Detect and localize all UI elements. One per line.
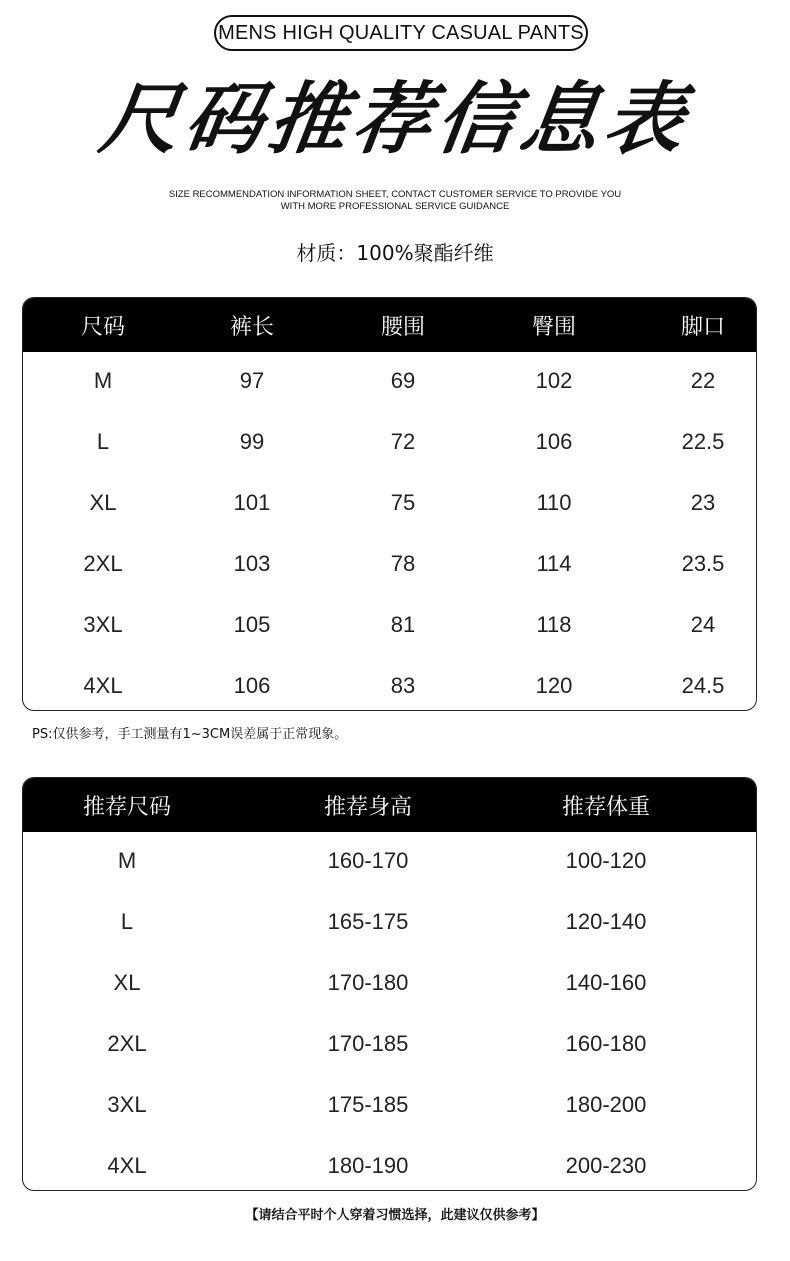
table-cell: 24: [690, 611, 716, 637]
table-cell: 101: [233, 489, 271, 515]
table-row: [23, 830, 756, 891]
recommend-table-col-header: 推荐尺码: [82, 794, 171, 820]
table-cell: 170-180: [327, 969, 409, 995]
size-table-body: [23, 350, 756, 711]
recommend-table-body: [23, 830, 756, 1191]
table-cell: M: [117, 847, 137, 873]
table-row: [23, 350, 756, 411]
size-table-col-header: 脚口: [680, 314, 725, 340]
recommend-table-col-header: 推荐体重: [561, 794, 650, 820]
table-cell: 106: [233, 672, 271, 698]
recommend-note: 【请结合平时个人穿着习惯选择，此建议仅供参考】: [245, 1208, 545, 1223]
table-row: [23, 952, 756, 1013]
table-cell: 120: [535, 672, 573, 698]
size-table-col-header: 臀围: [531, 314, 576, 340]
table-row: [23, 1135, 756, 1191]
table-row: [23, 891, 756, 952]
table-cell: XL: [89, 489, 117, 515]
recommend-table-col-header: 推荐身高: [323, 794, 412, 820]
table-cell: 99: [239, 428, 265, 454]
table-cell: 78: [390, 550, 416, 576]
size-table-col-header: 裤长: [229, 314, 274, 340]
table-row: [23, 411, 756, 472]
product-label-pill: [214, 15, 588, 51]
table-cell: 160-170: [327, 847, 409, 873]
table-cell: 23: [690, 489, 716, 515]
table-cell: 2XL: [83, 550, 123, 576]
table-cell: 110: [536, 489, 572, 515]
table-cell: 23.5: [681, 550, 725, 576]
material-info: 材质：100%聚酯纤维: [296, 241, 494, 265]
product-label-text: MENS HIGH QUALITY CASUAL PANTS: [218, 21, 584, 44]
table-cell: 4XL: [107, 1152, 147, 1178]
table-cell: 103: [233, 550, 271, 576]
table-cell: 118: [536, 611, 572, 637]
size-table-header: [23, 298, 756, 352]
size-table-col-header: 尺码: [80, 314, 125, 340]
table-cell: 2XL: [107, 1030, 147, 1056]
table-cell: L: [96, 428, 110, 454]
table-cell: 81: [390, 611, 416, 637]
table-row: [23, 655, 756, 711]
table-cell: 114: [536, 550, 572, 576]
table-cell: 97: [239, 367, 265, 393]
table-cell: L: [120, 908, 134, 934]
table-cell: 102: [535, 367, 573, 393]
table-cell: 22.5: [681, 428, 725, 454]
table-cell: 170-185: [327, 1030, 409, 1056]
table-cell: 4XL: [83, 672, 123, 698]
recommend-table: [22, 777, 757, 1191]
table-cell: 69: [390, 367, 416, 393]
table-cell: 180-190: [327, 1152, 409, 1178]
table-cell: 200-230: [565, 1152, 647, 1178]
size-table-col-header: 腰围: [380, 314, 425, 340]
table-cell: 120-140: [565, 908, 647, 934]
table-cell: 75: [390, 489, 416, 515]
subtitle-line-2: WITH MORE PROFESSIONAL SERVICE GUIDANCE: [280, 201, 510, 212]
table-cell: 175-185: [327, 1091, 409, 1117]
table-cell: 160-180: [565, 1030, 647, 1056]
table-cell: 3XL: [107, 1091, 147, 1117]
subtitle-line-1: SIZE RECOMMENDATION INFORMATION SHEET, CONTACT CUSTOMER SERVICE TO PROVIDE YOU: [168, 189, 622, 200]
size-table: [22, 297, 757, 711]
page-title: 尺码推荐信息表: [94, 75, 696, 165]
table-row: [23, 533, 756, 594]
table-row: [23, 1074, 756, 1135]
size-note: PS:仅供参考，手工测量有1~3CM误差属于正常现象。: [32, 727, 348, 742]
table-cell: 3XL: [83, 611, 123, 637]
table-cell: 72: [390, 428, 416, 454]
table-cell: 24.5: [681, 672, 725, 698]
table-cell: XL: [113, 969, 141, 995]
table-row: [23, 1013, 756, 1074]
table-cell: 105: [233, 611, 271, 637]
table-cell: 106: [535, 428, 573, 454]
table-cell: 165-175: [327, 908, 409, 934]
table-cell: 180-200: [565, 1091, 647, 1117]
table-cell: 140-160: [565, 969, 647, 995]
table-cell: 100-120: [565, 847, 647, 873]
table-cell: 22: [690, 367, 716, 393]
table-cell: 83: [390, 672, 416, 698]
recommend-table-header: [23, 778, 756, 832]
table-row: [23, 472, 756, 533]
table-row: [23, 594, 756, 655]
page-subtitle: [0, 189, 790, 213]
table-cell: M: [93, 367, 113, 393]
